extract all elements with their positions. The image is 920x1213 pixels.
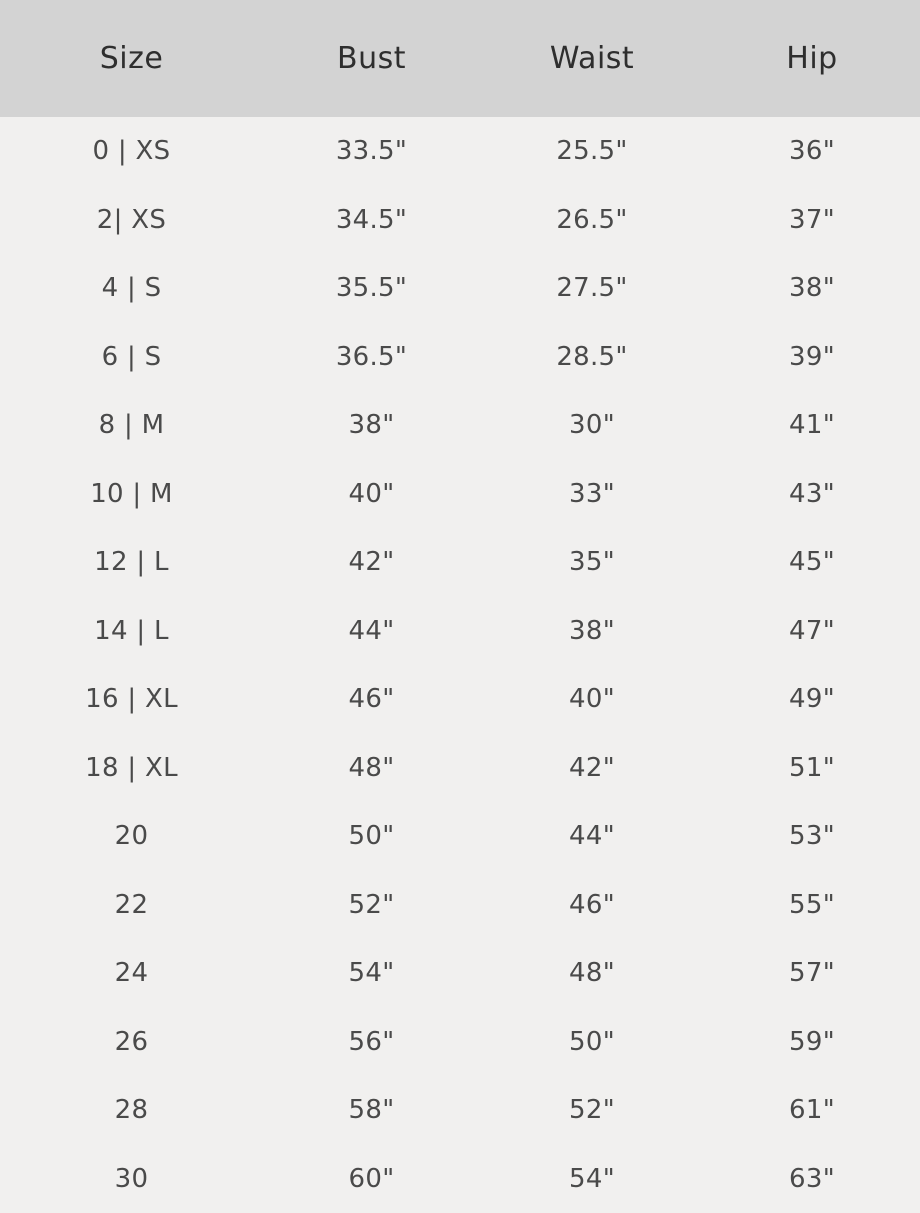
- cell-hip: 45": [704, 528, 920, 597]
- cell-size: 0 | XS: [0, 117, 263, 186]
- cell-waist: 48": [480, 939, 704, 1008]
- cell-size: 22: [0, 871, 263, 940]
- cell-hip: 36": [704, 117, 920, 186]
- table-body: [0, 117, 920, 1213]
- cell-size: 14 | L: [0, 597, 263, 666]
- cell-hip: 63": [704, 1145, 920, 1213]
- cell-hip: 39": [704, 323, 920, 392]
- cell-size: 8 | M: [0, 391, 263, 460]
- cell-size: 30: [0, 1145, 263, 1213]
- table-row: [0, 1076, 920, 1145]
- cell-waist: 50": [480, 1008, 704, 1077]
- table-row: [0, 802, 920, 871]
- cell-size: 10 | M: [0, 460, 263, 529]
- column-header-hip: Hip: [704, 0, 920, 117]
- column-header-size: Size: [0, 0, 263, 117]
- cell-bust: 34.5": [263, 186, 480, 255]
- cell-waist: 46": [480, 871, 704, 940]
- cell-hip: 55": [704, 871, 920, 940]
- table-row: [0, 117, 920, 186]
- column-header-waist: Waist: [480, 0, 704, 117]
- cell-waist: 44": [480, 802, 704, 871]
- cell-hip: 41": [704, 391, 920, 460]
- cell-hip: 37": [704, 186, 920, 255]
- table-row: [0, 528, 920, 597]
- cell-hip: 47": [704, 597, 920, 666]
- cell-waist: 33": [480, 460, 704, 529]
- table-row: [0, 939, 920, 1008]
- cell-hip: 59": [704, 1008, 920, 1077]
- cell-hip: 53": [704, 802, 920, 871]
- table-row: [0, 186, 920, 255]
- cell-hip: 49": [704, 665, 920, 734]
- cell-size: 16 | XL: [0, 665, 263, 734]
- cell-hip: 57": [704, 939, 920, 1008]
- cell-waist: 27.5": [480, 254, 704, 323]
- cell-bust: 54": [263, 939, 480, 1008]
- cell-size: 28: [0, 1076, 263, 1145]
- table-header: [0, 0, 920, 117]
- cell-waist: 40": [480, 665, 704, 734]
- cell-hip: 51": [704, 734, 920, 803]
- table-row: [0, 1145, 920, 1213]
- cell-waist: 28.5": [480, 323, 704, 392]
- table-row: [0, 323, 920, 392]
- cell-bust: 48": [263, 734, 480, 803]
- table-row: [0, 391, 920, 460]
- cell-bust: 52": [263, 871, 480, 940]
- cell-size: 20: [0, 802, 263, 871]
- column-header-bust: Bust: [263, 0, 480, 117]
- table-row: [0, 597, 920, 666]
- table-row: [0, 460, 920, 529]
- cell-waist: 26.5": [480, 186, 704, 255]
- cell-bust: 33.5": [263, 117, 480, 186]
- cell-waist: 52": [480, 1076, 704, 1145]
- table-row: [0, 665, 920, 734]
- cell-bust: 40": [263, 460, 480, 529]
- cell-bust: 36.5": [263, 323, 480, 392]
- cell-waist: 38": [480, 597, 704, 666]
- cell-size: 12 | L: [0, 528, 263, 597]
- cell-bust: 56": [263, 1008, 480, 1077]
- table-row: [0, 871, 920, 940]
- cell-bust: 58": [263, 1076, 480, 1145]
- cell-bust: 35.5": [263, 254, 480, 323]
- table-row: [0, 734, 920, 803]
- cell-bust: 60": [263, 1145, 480, 1213]
- cell-size: 6 | S: [0, 323, 263, 392]
- cell-hip: 43": [704, 460, 920, 529]
- cell-waist: 25.5": [480, 117, 704, 186]
- cell-size: 24: [0, 939, 263, 1008]
- cell-waist: 30": [480, 391, 704, 460]
- cell-hip: 38": [704, 254, 920, 323]
- cell-hip: 61": [704, 1076, 920, 1145]
- cell-waist: 35": [480, 528, 704, 597]
- cell-waist: 54": [480, 1145, 704, 1213]
- cell-bust: 46": [263, 665, 480, 734]
- cell-size: 4 | S: [0, 254, 263, 323]
- cell-bust: 44": [263, 597, 480, 666]
- cell-waist: 42": [480, 734, 704, 803]
- cell-bust: 38": [263, 391, 480, 460]
- cell-size: 2| XS: [0, 186, 263, 255]
- cell-size: 26: [0, 1008, 263, 1077]
- table-row: [0, 1008, 920, 1077]
- table-header-row: [0, 0, 920, 117]
- cell-size: 18 | XL: [0, 734, 263, 803]
- table-row: [0, 254, 920, 323]
- cell-bust: 42": [263, 528, 480, 597]
- cell-bust: 50": [263, 802, 480, 871]
